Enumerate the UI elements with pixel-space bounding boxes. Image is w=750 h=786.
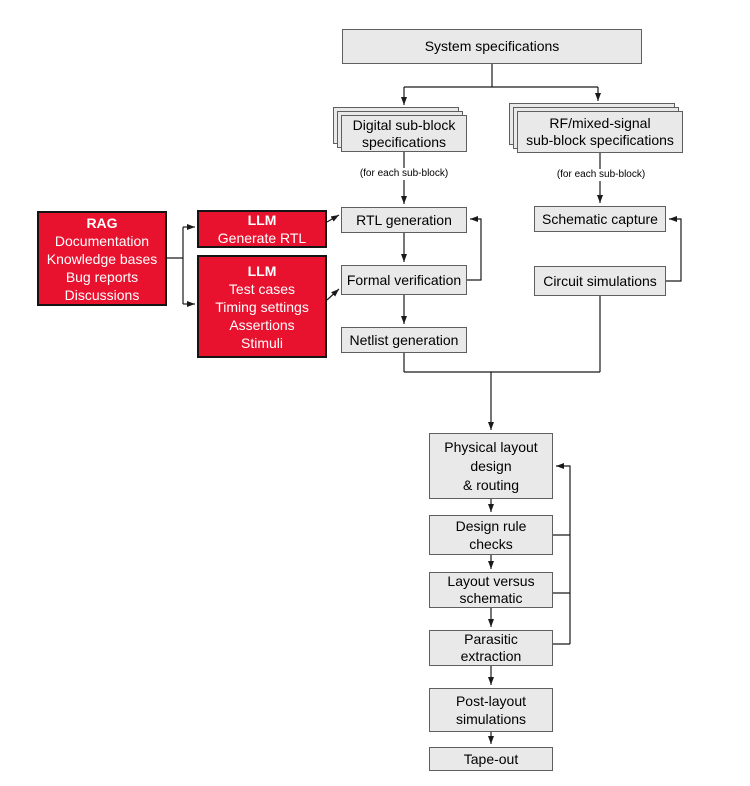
node-layout-versus-schematic: [429, 572, 553, 608]
node-post-layout-simulations: [429, 688, 553, 732]
node-physical-layout-design-routing: [429, 433, 553, 499]
connector-rag-branch: [167, 227, 183, 304]
note-for-each-sub-block-left: (for each sub-block): [357, 168, 451, 180]
node-digital-sub-block-specifications: [341, 115, 467, 152]
llm-item: Timing settings: [215, 298, 309, 315]
loop-rail-to-physical: [556, 466, 570, 644]
rag-item: Knowledge bases: [46, 250, 158, 267]
rag-item: Discussions: [64, 286, 140, 303]
node-design-rule-checks: [429, 515, 553, 555]
node-label: Circuit simulations: [543, 272, 657, 289]
node-label: RTL generation: [356, 211, 452, 228]
stack-front: [517, 111, 683, 153]
llm-item: Test cases: [228, 280, 296, 297]
rag-item: Documentation: [54, 232, 150, 249]
node-tape-out: [429, 747, 553, 771]
node-label-line: extraction: [460, 648, 522, 664]
node-schematic-capture: [534, 206, 666, 232]
llm-item: Assertions: [229, 316, 295, 333]
node-label: Tape-out: [463, 750, 519, 767]
node-label: Formal verification: [346, 271, 462, 288]
node-label-line: Post-layout: [455, 693, 527, 709]
llm-item: Stimuli: [240, 334, 283, 351]
node-label-line: Layout versus: [447, 573, 535, 589]
node-label-line: specifications: [361, 133, 447, 150]
node-label-line: Design rule: [455, 518, 527, 534]
node-label-line: checks: [469, 536, 513, 552]
arrow-llm-tests-to-formal: [327, 289, 339, 300]
loop-formal-to-rtl: [467, 219, 481, 280]
rag-item: Bug reports: [65, 268, 139, 285]
connector-top-trunk: [404, 64, 598, 87]
node-netlist-generation: [341, 327, 467, 353]
node-label-line: design: [470, 457, 512, 474]
node-rf-sub-block-specifications: [517, 111, 683, 153]
node-label-line: sub-block specifications: [526, 132, 674, 148]
arrow-llm-generate-to-rtl: [327, 215, 339, 222]
node-rtl-generation: [341, 207, 467, 233]
node-label: Netlist generation: [349, 331, 459, 348]
node-label-line: RF/mixed-signal: [549, 115, 651, 131]
node-label-line: schematic: [459, 590, 523, 606]
connectors: [167, 64, 681, 744]
llm-title: LLM: [247, 262, 277, 279]
node-llm-generate-rtl: [197, 210, 327, 248]
node-circuit-simulations: [534, 266, 666, 296]
node-rag: [37, 211, 167, 306]
node-label-line: Digital sub-block: [352, 116, 456, 133]
node-label-line: & routing: [462, 476, 520, 493]
node-formal-verification: [341, 265, 467, 295]
node-label-line: Parasitic: [464, 631, 518, 647]
stubs-feedback-rail: [553, 535, 570, 644]
node-label-line: Physical layout: [444, 438, 538, 455]
rag-title: RAG: [86, 214, 118, 231]
node-label: Schematic capture: [542, 210, 658, 227]
node-label-line: simulations: [455, 711, 527, 727]
node-system-specifications: [342, 29, 642, 64]
stack-front: [341, 115, 467, 152]
node-llm-test-cases: [197, 255, 327, 358]
llm-item: Generate RTL: [217, 230, 307, 246]
node-label: System specifications: [424, 38, 560, 54]
note-for-each-sub-block-right: (for each sub-block): [554, 169, 648, 181]
llm-title: LLM: [247, 212, 277, 228]
loop-circuit-to-schematic: [666, 219, 681, 281]
node-parasitic-extraction: [429, 630, 553, 666]
